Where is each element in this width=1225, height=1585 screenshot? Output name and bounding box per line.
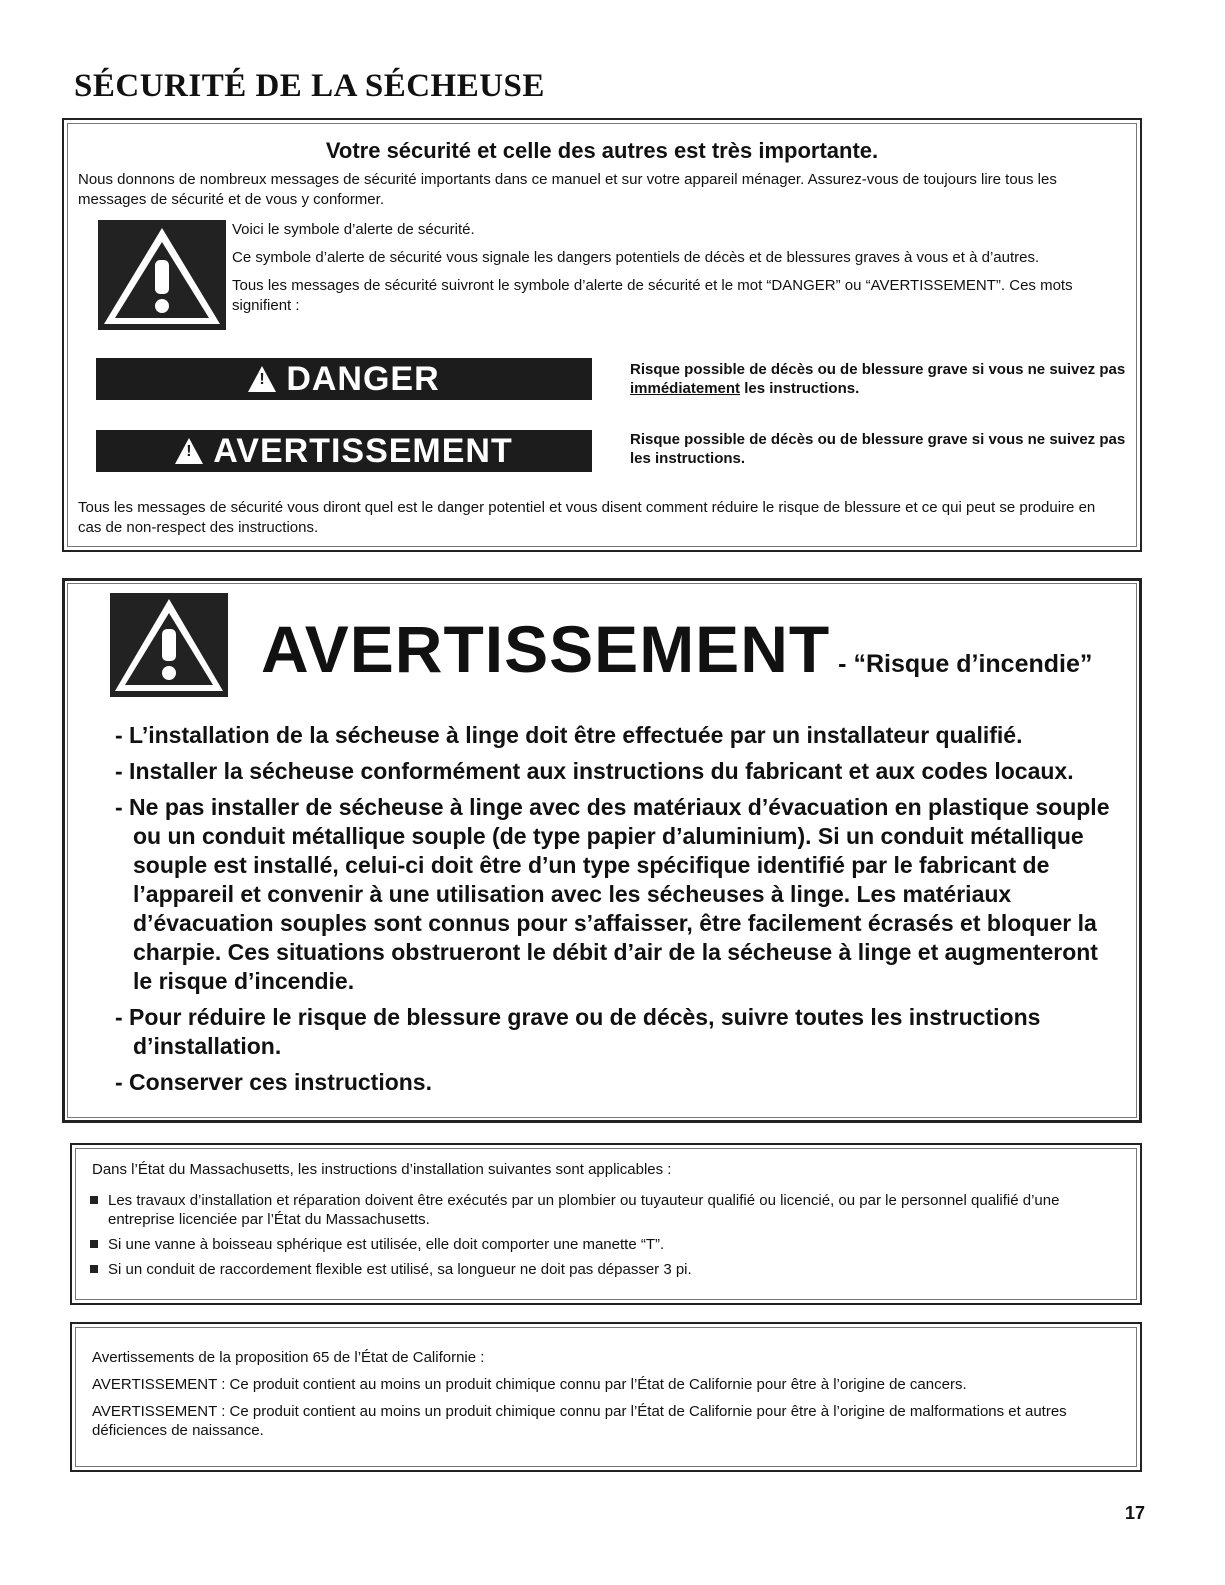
warning-banner	[96, 430, 592, 472]
safety-heading: Votre sécurité et celle des autres est très importante.	[325, 138, 879, 163]
list-item: Si un conduit de raccordement flexible est utilisé, sa longueur ne doit pas dépasser 3 pi.	[88, 1260, 1100, 1279]
list-item: - Installer la sécheuse conformément aux instructions du fabricant et aux codes locaux.	[115, 758, 1074, 784]
safety-alert-icon	[98, 220, 226, 330]
signal-words-line: Tous les messages de sécurité suivront le symbole d’alerte de sécurité et le mot “DANGER” ou “AVERTISSEMENT”. Ces mots signifient :	[232, 277, 1073, 314]
danger-banner	[96, 358, 592, 400]
warning-label: AVERTISSEMENT	[213, 431, 513, 470]
safety-intro: Nous donnons de nombreux messages de sécurité importants dans ce manuel et sur votre appareil ménager. Assurez-vous de toujours lire tous les messages de sécurité et de vous y conformer.	[78, 171, 1057, 208]
fire-warning-box	[62, 578, 1142, 1123]
danger-label: DANGER	[286, 359, 440, 398]
list-item: - Ne pas installer de sécheuse à linge avec des matériaux d’évacuation en plastique souple ou un conduit métallique souple (de type papier d’aluminium). Si un conduit métallique souple est installé, celui-ci doit être d’un type spécifique identifié par le fabricant de l’appareil et convenir à une utilisation avec les sécheuses à linge. Les matériaux d’évacuation souples sont connus pour s’affaisser, être facilement écrasés et bloquer la charpie. Ces situations obstrueront le débit d’air de la sécheuse à linge et augmenteront le risque d’incendie.	[115, 794, 1110, 994]
safety-message-box	[62, 118, 1142, 552]
bullet-icon	[90, 1240, 98, 1248]
danger-desc-part-a: Risque possible de décès ou de blessure grave si vous ne suivez pas	[630, 361, 1126, 378]
massachusetts-list	[88, 1191, 1100, 1285]
massachusetts-box	[70, 1143, 1142, 1305]
list-item: - Conserver ces instructions.	[115, 1069, 432, 1095]
list-item: Si une vanne à boisseau sphérique est utilisée, elle doit comporter une manette “T”.	[88, 1235, 1100, 1254]
california-prop65-box	[70, 1322, 1142, 1472]
safety-outro: Tous les messages de sécurité vous diront quel est le danger potentiel et vous disent comment réduire le risque de blessure et ce qui peut se produire en cas de non-respect des instructions.	[78, 499, 1096, 536]
california-birth-defect-warning: AVERTISSEMENT : Ce produit contient au moins un produit chimique connu par l’État de Californie pour être à l’origine de malformations et autres déficiences de naissance.	[92, 1403, 1067, 1439]
warning-triangle-icon	[248, 366, 276, 392]
bullet-icon	[90, 1196, 98, 1204]
fire-warning-list	[115, 721, 1119, 1104]
danger-desc-underlined: immédiatement	[630, 380, 741, 397]
warning-triangle-icon	[175, 438, 203, 464]
page-number: 17	[1124, 1503, 1145, 1523]
fire-alert-icon	[110, 593, 228, 697]
list-item: - Pour réduire le risque de blessure grave ou de décès, suivre toutes les instructions d’installation.	[115, 1004, 1041, 1059]
danger-description	[630, 360, 1126, 398]
danger-desc-part-b: les instructions.	[740, 380, 860, 397]
fire-warning-title	[261, 611, 1092, 687]
safety-symbol-meaning: Ce symbole d’alerte de sécurité vous signale les dangers potentiels de décès et de blessures graves à vous et à d’autres.	[232, 249, 1040, 266]
warning-description: Risque possible de décès ou de blessure grave si vous ne suivez pas les instructions.	[630, 431, 1126, 467]
massachusetts-intro: Dans l’État du Massachusetts, les instructions d’installation suivantes sont applicables :	[92, 1161, 672, 1178]
fire-warning-subtitle: - “Risque d’incendie”	[838, 650, 1093, 678]
bullet-icon	[90, 1265, 98, 1273]
list-item: Les travaux d’installation et réparation doivent être exécutés par un plombier ou tuyauteur qualifié ou licencié, ou par le personnel qualifié d’une entreprise licenciée par l’État du Massachusetts.	[88, 1191, 1100, 1229]
california-intro: Avertissements de la proposition 65 de l’État de Californie :	[92, 1349, 485, 1366]
fire-warning-word: AVERTISSEMENT	[261, 612, 831, 686]
california-cancer-warning: AVERTISSEMENT : Ce produit contient au moins un produit chimique connu par l’État de Californie pour être à l’origine de cancers.	[92, 1376, 967, 1393]
page-title: SÉCURITÉ DE LA SÉCHEUSE	[74, 68, 545, 104]
safety-symbol-line: Voici le symbole d’alerte de sécurité.	[232, 221, 475, 238]
list-item: - L’installation de la sécheuse à linge doit être effectuée par un installateur qualifié.	[115, 722, 1023, 748]
